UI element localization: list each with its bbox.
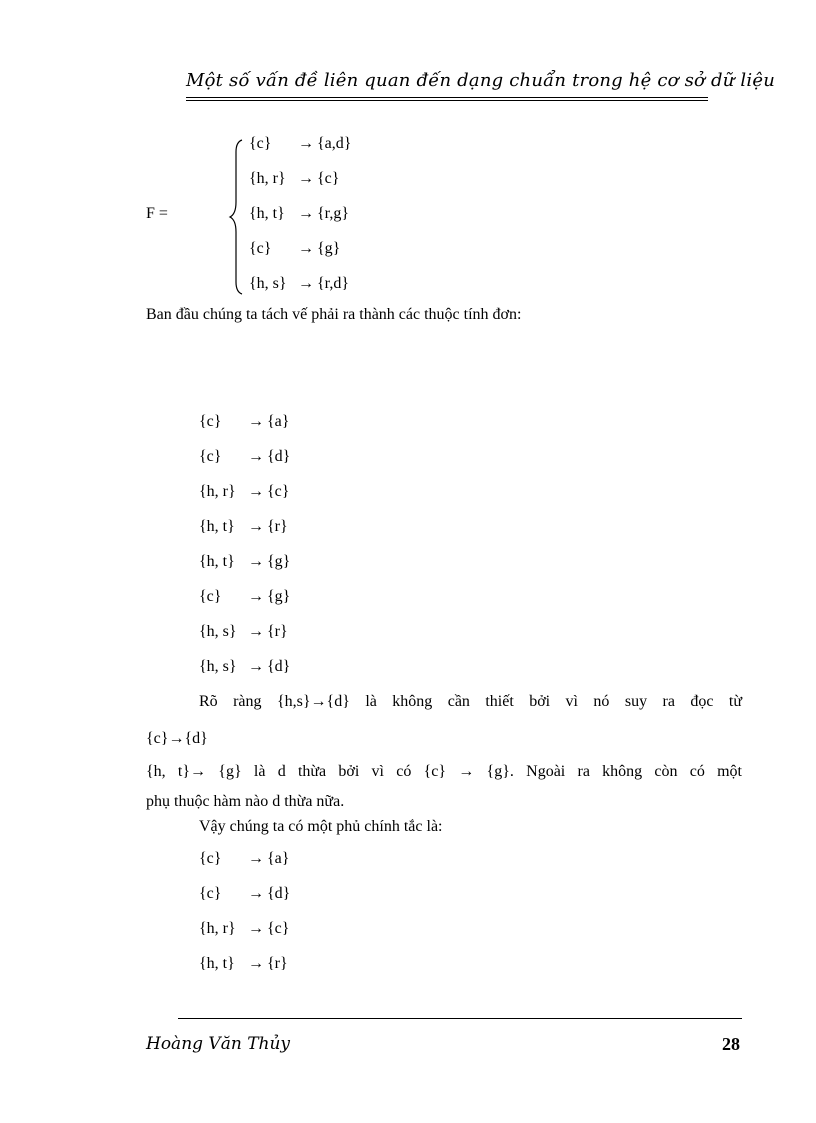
definition-dep: {h, s} → {r,d} — [249, 275, 350, 292]
split-dep: {c} → {g} — [199, 588, 291, 605]
paragraph-1-line-2: {c}→{d} — [146, 730, 208, 747]
definition-dep: {h, r} → {c} — [249, 170, 340, 187]
split-dep: {h, t} → {r} — [199, 518, 288, 535]
split-dep: {c} → {d} — [199, 448, 291, 465]
split-dep: {h, t} → {g} — [199, 553, 291, 570]
running-header: Một số vấn đề liên quan đến dạng chuẩn trong hệ cơ sở dữ liệu — [186, 70, 775, 91]
page-number: 28 — [722, 1034, 740, 1054]
intro-paragraph: Ban đầu chúng ta tách vế phải ra thành các thuộc tính đơn: — [146, 306, 522, 323]
split-dep: {c} → {a} — [199, 413, 290, 430]
header-rule-top — [186, 97, 708, 98]
conclusion-paragraph: Vậy chúng ta có một phủ chính tắc là: — [199, 818, 443, 835]
footer-rule — [178, 1018, 742, 1019]
canonical-dep: {c} → {d} — [199, 885, 291, 902]
split-dep: {h, s} → {d} — [199, 658, 291, 675]
definition-dep: {c} → {g} — [249, 240, 341, 257]
definition-label: F = — [146, 205, 168, 222]
paragraph-2-line-1: {h, t}→ {g} là d thừa bởi vì có {c} → {g}. Ngoài ra không còn có một — [146, 763, 742, 780]
header-rule-bottom — [186, 100, 708, 101]
canonical-dep: {h, t} → {r} — [199, 955, 288, 972]
paragraph-2-line-2: phụ thuộc hàm nào d thừa nữa. — [146, 793, 345, 810]
paragraph-1-line-1: Rõ ràng {h,s}→{d} là không cần thiết bởi vì nó suy ra đọc từ — [199, 693, 742, 710]
definition-dep: {h, t} → {r,g} — [249, 205, 350, 222]
footer-author: Hoàng Văn Thủy — [146, 1034, 291, 1054]
split-dep: {h, r} → {c} — [199, 483, 290, 500]
canonical-dep: {h, r} → {c} — [199, 920, 290, 937]
definition-dep: {c} → {a,d} — [249, 135, 352, 152]
canonical-dep: {c} → {a} — [199, 850, 290, 867]
split-dep: {h, s} → {r} — [199, 623, 288, 640]
